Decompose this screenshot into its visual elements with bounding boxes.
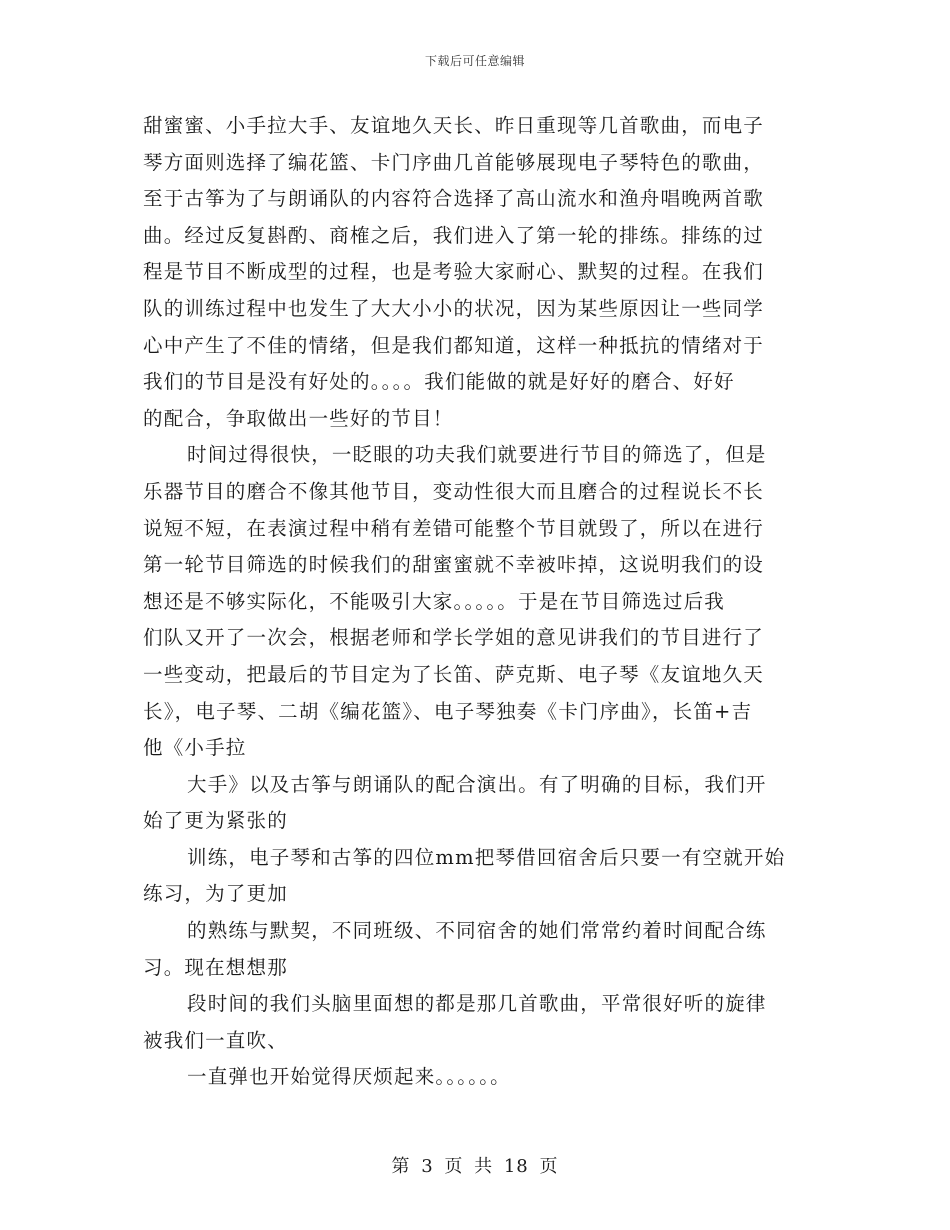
text-line: 我们的节目是没有好处的。。。。我们能做的就是好好的磨合、好好 bbox=[143, 370, 735, 394]
text-line: 时间过得很快，一眨眼的功夫我们就要进行节目的筛选了，但是 bbox=[187, 443, 767, 467]
page-number-footer: 第 3 页 共 18 页 bbox=[391, 1156, 559, 1177]
text-line: 想还是不够实际化，不能吸引大家。。。。。于是在节目筛选过后我 bbox=[143, 589, 726, 613]
text-line: 一直弹也开始觉得厌烦起来。。。。。。 bbox=[187, 1065, 511, 1089]
text-line: 训练，电子琴和古筝的四位mm把琴借回宿舍后只要一有空就开始 bbox=[187, 845, 786, 869]
text-line: 们队又开了一次会，根据老师和学长学姐的意见讲我们的节目进行了 bbox=[143, 626, 765, 650]
text-line: 至于古筝为了与朗诵队的内容符合选择了高山流水和渔舟唱晚两首歌 bbox=[143, 187, 765, 211]
text-line: 他《小手拉 bbox=[143, 736, 247, 760]
text-line: 曲。经过反复斟酌、商榷之后，我们进入了第一轮的排练。排练的过 bbox=[143, 223, 765, 247]
text-line: 琴方面则选择了编花篮、卡门序曲几首能够展现电子琴特色的歌曲， bbox=[143, 150, 765, 174]
text-line: 被我们一直吹、 bbox=[143, 1028, 288, 1052]
text-line: 的熟练与默契，不同班级、不同宿舍的她们常常约着时间配合练 bbox=[187, 919, 767, 943]
document-body bbox=[143, 108, 811, 1096]
text-line: 第一轮节目筛选的时候我们的甜蜜蜜就不幸被咔掉，这说明我们的设 bbox=[143, 553, 765, 577]
text-line: 一些变动，把最后的节目定为了长笛、萨克斯、电子琴《友谊地久天 bbox=[143, 662, 765, 686]
text-line: 练习，为了更加 bbox=[143, 882, 288, 906]
text-line: 乐器节目的磨合不像其他节目，变动性很大而且磨合的过程说长不长 bbox=[143, 479, 765, 503]
text-line: 说短不短，在表演过程中稍有差错可能整个节目就毁了，所以在进行 bbox=[143, 516, 765, 540]
text-line: 始了更为紧张的 bbox=[143, 809, 288, 833]
text-line: 段时间的我们头脑里面想的都是那几首歌曲，平常很好听的旋律 bbox=[187, 992, 767, 1016]
text-line: 甜蜜蜜、小手拉大手、友谊地久天长、昨日重现等几首歌曲，而电子 bbox=[143, 114, 765, 137]
text-line: 长》，电子琴、二胡《编花篮》、电子琴独奏《卡门序曲》，长笛+吉 bbox=[143, 699, 753, 723]
text-line: 程是节目不断成型的过程，也是考验大家耐心、默契的过程。在我们 bbox=[143, 260, 765, 284]
header-note: 下载后可任意编辑 bbox=[424, 54, 525, 68]
text-line: 大手》以及古筝与朗诵队的配合演出。有了明确的目标，我们开 bbox=[187, 772, 767, 796]
text-line: 心中产生了不佳的情绪，但是我们都知道，这样一种抵抗的情绪对于 bbox=[143, 333, 765, 357]
text-line: 的配合，争取做出一些好的节目！ bbox=[143, 406, 454, 430]
text-line: 习。现在想想那 bbox=[143, 955, 288, 979]
text-line: 队的训练过程中也发生了大大小小的状况，因为某些原因让一些同学 bbox=[143, 296, 765, 320]
